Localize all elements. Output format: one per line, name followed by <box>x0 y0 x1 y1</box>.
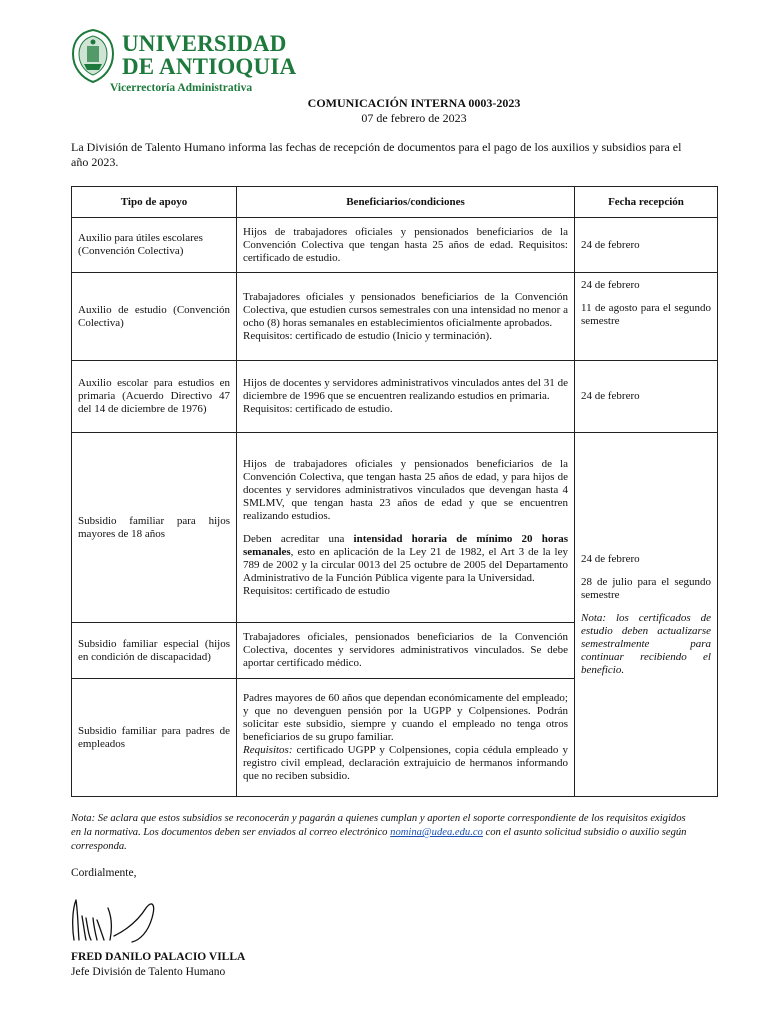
cell-fecha <box>575 273 718 361</box>
cell-fecha: 24 de febrero <box>575 361 718 433</box>
logo-vicerrectoria: Vicerrectoría Administrativa <box>110 82 253 94</box>
cell-requisitos: Requisitos: certificado de estudio (Inicio y terminación). <box>243 329 492 342</box>
cell-fecha-merged <box>575 433 718 797</box>
intro-paragraph: La División de Talento Humano informa las fechas de recepción de documentos para el pago de los auxilios y subsidios para el año 2023. <box>71 140 682 169</box>
email-link[interactable]: nomina@udea.edu.co <box>390 827 483 838</box>
cell-requisitos <box>243 744 568 783</box>
fecha-nota: Nota: los certificados de estudio deben actualizarse semestralmente para continuar recibiendo el beneficio. <box>581 611 711 676</box>
cell-requisitos: Requisitos: certificado de estudio <box>243 584 390 597</box>
requisitos-text: certificado UGPP y Colpensiones, copia cédula empleado y registro civil emplead, declaración extrajuicio de hermanos informando que no reciben subsidio. <box>243 744 568 782</box>
logo-university-line1: UNIVERSIDAD <box>122 31 287 56</box>
table-header-row <box>72 187 718 218</box>
header-tipo: Tipo de apoyo <box>72 187 237 218</box>
signature-icon <box>66 888 166 948</box>
cell-text-acreditar <box>243 533 568 585</box>
acreditar-pre: Deben acreditar una <box>243 532 345 545</box>
note-text: Nota: Se aclara que estos subsidios se reconocerán y pagarán a quienes cumplan y aporten el soporte correspondiente de los requisitos exigidos en la normativa. Los documentos deben ser enviados al correo electrónico <box>71 813 686 838</box>
table-row <box>72 433 718 623</box>
signer-name: FRED DANILO PALACIO VILLA <box>71 951 246 963</box>
cell-text: Trabajadores oficiales y pensionados beneficiarios de la Convención Colectiva, que estudien cursos semestrales con una intensidad no menor a ocho (8) horas semanales en establecimientos oficialmente aprobados. <box>243 290 568 329</box>
header-fecha: Fecha recepción <box>575 187 718 218</box>
note-text-end: con el asunto solicitud subsidio o auxilio según corresponda. <box>71 827 687 852</box>
cell-tipo: Auxilio para útiles escolares (Convención Colectiva) <box>72 218 237 273</box>
cell-requisitos: Requisitos: certificado de estudio. <box>243 403 393 415</box>
cell-condiciones: Trabajadores oficiales, pensionados beneficiarios de la Convención Colectiva, docentes y servidores administrativos vinculados. Se debe aportar certificado médico. <box>237 623 575 679</box>
fecha-segunda: 28 de julio para el segundo semestre <box>581 575 711 601</box>
cell-condiciones <box>237 361 575 433</box>
fecha-segunda: 11 de agosto para el segundo semestre <box>581 302 711 327</box>
cell-tipo: Subsidio familiar para hijos mayores de 18 años <box>72 433 237 623</box>
cell-text: Padres mayores de 60 años que dependan económicamente del empleado; y que no devenguen pensión por la UGPP y Colpensiones. Podrán solicitar este subsidio, siempre y cuando el empleado no tenga otros beneficiarios de su grupo familiar. <box>243 692 568 743</box>
support-table <box>71 186 718 797</box>
table-row <box>72 361 718 433</box>
document-title: COMUNICACIÓN INTERNA 0003-2023 <box>307 96 521 110</box>
cell-text: Hijos de trabajadores oficiales y pensionados beneficiarios de la Convención Colectiva, que tengan hasta 25 años de edad, y para hijos de docentes y servidores administrativos vinculados que devengan hasta 4 SMLMV, que tengan hasta 23 años de edad y que se encuentren realizando estudios. <box>243 457 568 522</box>
header-beneficiarios: Beneficiarios/condiciones <box>237 187 575 218</box>
cell-condiciones <box>237 433 575 623</box>
cell-condiciones <box>237 679 575 797</box>
document-date: 07 de febrero de 2023 <box>361 111 467 125</box>
fecha-primera: 24 de febrero <box>581 552 640 565</box>
cell-tipo: Auxilio escolar para estudios en primaria (Acuerdo Directivo 47 del 14 de diciembre de 1976) <box>72 361 237 433</box>
fecha-primera: 24 de febrero <box>581 279 640 291</box>
requisitos-label: Requisitos: <box>243 744 293 756</box>
table-row <box>72 273 718 361</box>
cell-text: Hijos de docentes y servidores administrativos vinculados antes del 31 de diciembre de 1996 que se encuentren realizando estudios en primaria. <box>243 377 568 402</box>
acreditar-post: , esto en aplicación de la Ley 21 de 1982, el Art 3 de la ley 789 de 2002 y la circular 0013 del 25 octubre de 2005 del Departamento Administrativo de la Función Pública vigente para la Universidad. <box>243 545 568 584</box>
signer-role: Jefe División de Talento Humano <box>71 966 226 978</box>
closing: Cordialmente, <box>71 867 137 879</box>
acreditar-bold: intensidad horaria de mínimo 20 horas semanales <box>243 532 568 558</box>
university-seal-icon <box>70 28 116 84</box>
cell-fecha: 24 de febrero <box>575 218 718 273</box>
table-row <box>72 218 718 273</box>
university-logo <box>70 28 330 98</box>
logo-university-line2: DE ANTIOQUIA <box>122 54 297 79</box>
cell-tipo: Subsidio familiar especial (hijos en condición de discapacidad) <box>72 623 237 679</box>
cell-condiciones: Hijos de trabajadores oficiales y pensionados beneficiarios de la Convención Colectiva que tengan hasta 25 años de edad. Requisitos: certificado de estudio. <box>237 218 575 273</box>
footer-note <box>71 812 691 854</box>
cell-tipo: Subsidio familiar para padres de empleados <box>72 679 237 797</box>
cell-tipo: Auxilio de estudio (Convención Colectiva) <box>72 273 237 361</box>
cell-condiciones <box>237 273 575 361</box>
